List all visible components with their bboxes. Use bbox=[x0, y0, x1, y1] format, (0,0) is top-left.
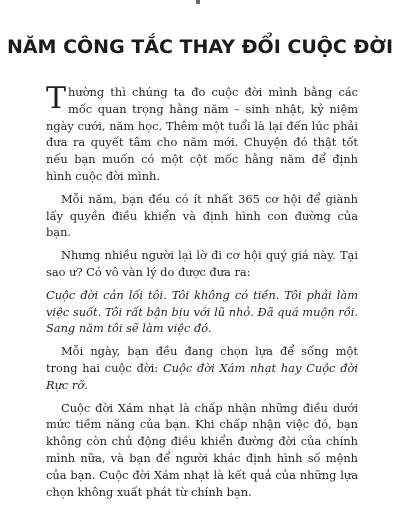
paragraph-choice-text: Mỗi ngày, bạn đều đang chọn lựa để sống một trong hai cuộc đời: bbox=[46, 344, 358, 375]
chapter-body bbox=[46, 81, 358, 506]
excuses-quote: Cuộc đời cản lối tôi. Tôi không có tiền. Tôi phải làm việc suốt. Tôi rất bận bịu với lũ nhỏ. Đã quá muộn rồi. Sang năm tôi sẽ làm việc đó. bbox=[46, 287, 358, 336]
paragraph-choice bbox=[46, 343, 358, 393]
chapter-title: NĂM CÔNG TẮC THAY ĐỔI CUỘC ĐỜI bbox=[6, 36, 394, 58]
paragraph-choice-italic: Cuộc đời Xám nhạt hay Cuộc đời Rực rỡ. bbox=[46, 360, 358, 392]
paragraph-question: Nhưng nhiều người lại lờ đi cơ hội quý giá này. Tại sao ư? Có vô vàn lý do được đưa ra: bbox=[46, 248, 358, 279]
paragraph-grey-life: Cuộc đời Xám nhạt là chấp nhận những điều dưới mức tiềm năng của bạn. Khi chấp nhận việc đó, bạn không còn chủ động điều khiển đường đời của chính mình nữa, và bạn để người khác định hình số mệnh của bạn. Cuộc đời Xám nhạt là kết quả của những lựa chọn không xuất phát từ chính bạn. bbox=[46, 400, 358, 499]
paragraph-intro: Thường thì chúng ta đo cuộc đời mình bằng các mốc quan trọng hằng năm – sinh nhật, kỷ niệm ngày cưới, năm học. Thêm một tuổi là lại đến lúc phải đưa ra quyết tâm cho năm mới. Chuyện đó thật tốt nếu bạn muốn có một cột mốc hằng năm để định hình cuộc đời mình. bbox=[46, 81, 358, 183]
page-top-mark bbox=[196, 0, 200, 4]
paragraph-opportunities: Mỗi năm, bạn đều có ít nhất 365 cơ hội để giành lấy quyền điều khiển và định hình con đường của bạn. bbox=[46, 191, 358, 240]
